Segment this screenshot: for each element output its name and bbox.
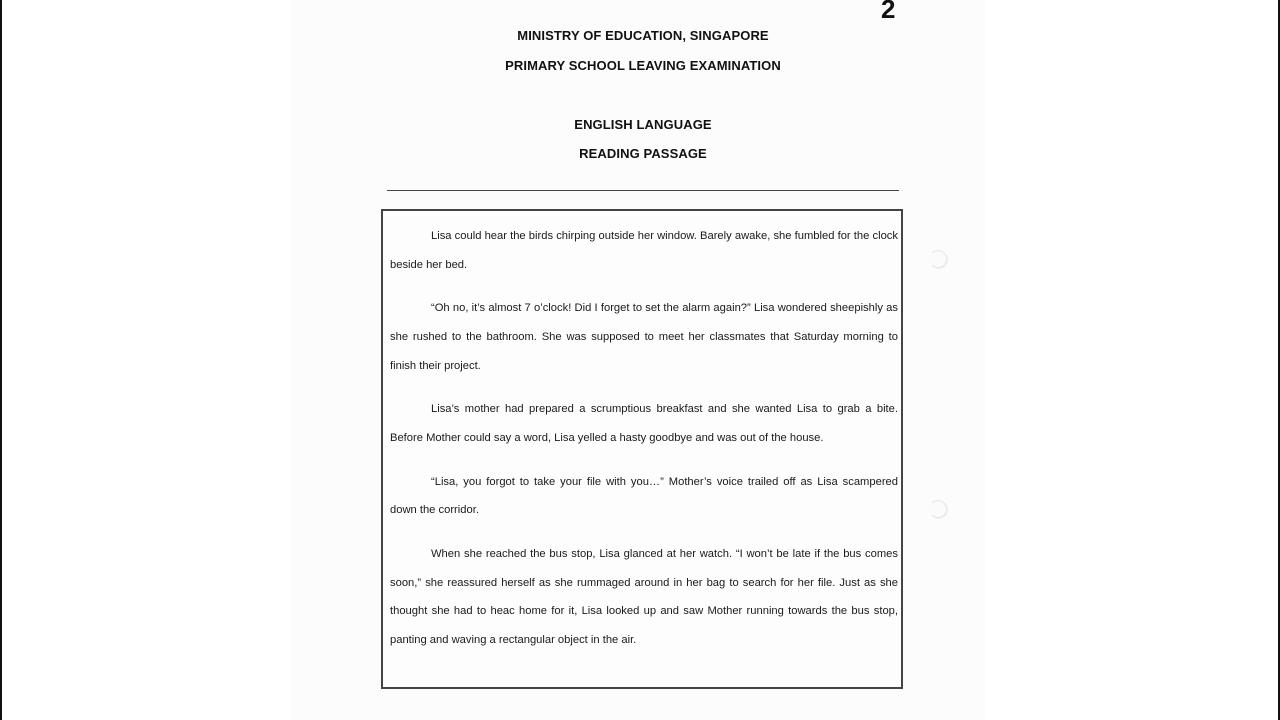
punch-hole-icon: [929, 500, 947, 518]
ministry-heading: MINISTRY OF EDUCATION, SINGAPORE: [517, 28, 769, 43]
passage-paragraph-1: Lisa could hear the birds chirping outside her window. Barely awake, she fumbled for the clock beside her bed.: [390, 230, 898, 271]
section-heading: READING PASSAGE: [579, 146, 707, 161]
passage-paragraph-4: “Lisa, you forgot to take your file with you…” Mother’s voice trailed off as Lisa scampered down the corridor.: [390, 475, 898, 517]
reading-passage-box: [381, 209, 903, 689]
exam-heading: PRIMARY SCHOOL LEAVING EXAMINATION: [505, 58, 781, 73]
subject-heading: ENGLISH LANGUAGE: [574, 117, 712, 132]
horizontal-divider: [387, 190, 899, 191]
passage-paragraph-5: When she reached the bus stop, Lisa glanced at her watch. “I won’t be late if the bus comes soon,” she reassured herself as she rummaged around in her bag to search for her file. Just as she thought she had to heac home for it, Lisa looked up and saw Mother running towards the bus stop, panting and waving a rectangular object in the air.: [390, 548, 898, 646]
passage-paragraph-2: “Oh no, it’s almost 7 o’clock! Did I forget to set the alarm again?” Lisa wondered sheepishly as she rushed to the bathroom. She was supposed to meet her classmates that Saturday morning to finish their project.: [390, 302, 898, 372]
punch-hole-icon: [929, 250, 947, 268]
page-number: 2: [881, 0, 896, 24]
reading-passage: [390, 222, 898, 654]
passage-paragraph-3: Lisa’s mother had prepared a scrumptious breakfast and she wanted Lisa to grab a bite. Before Mother could say a word, Lisa yelled a hasty goodbye and was out of the house.: [390, 403, 898, 444]
left-frame-edge: [0, 0, 2, 720]
